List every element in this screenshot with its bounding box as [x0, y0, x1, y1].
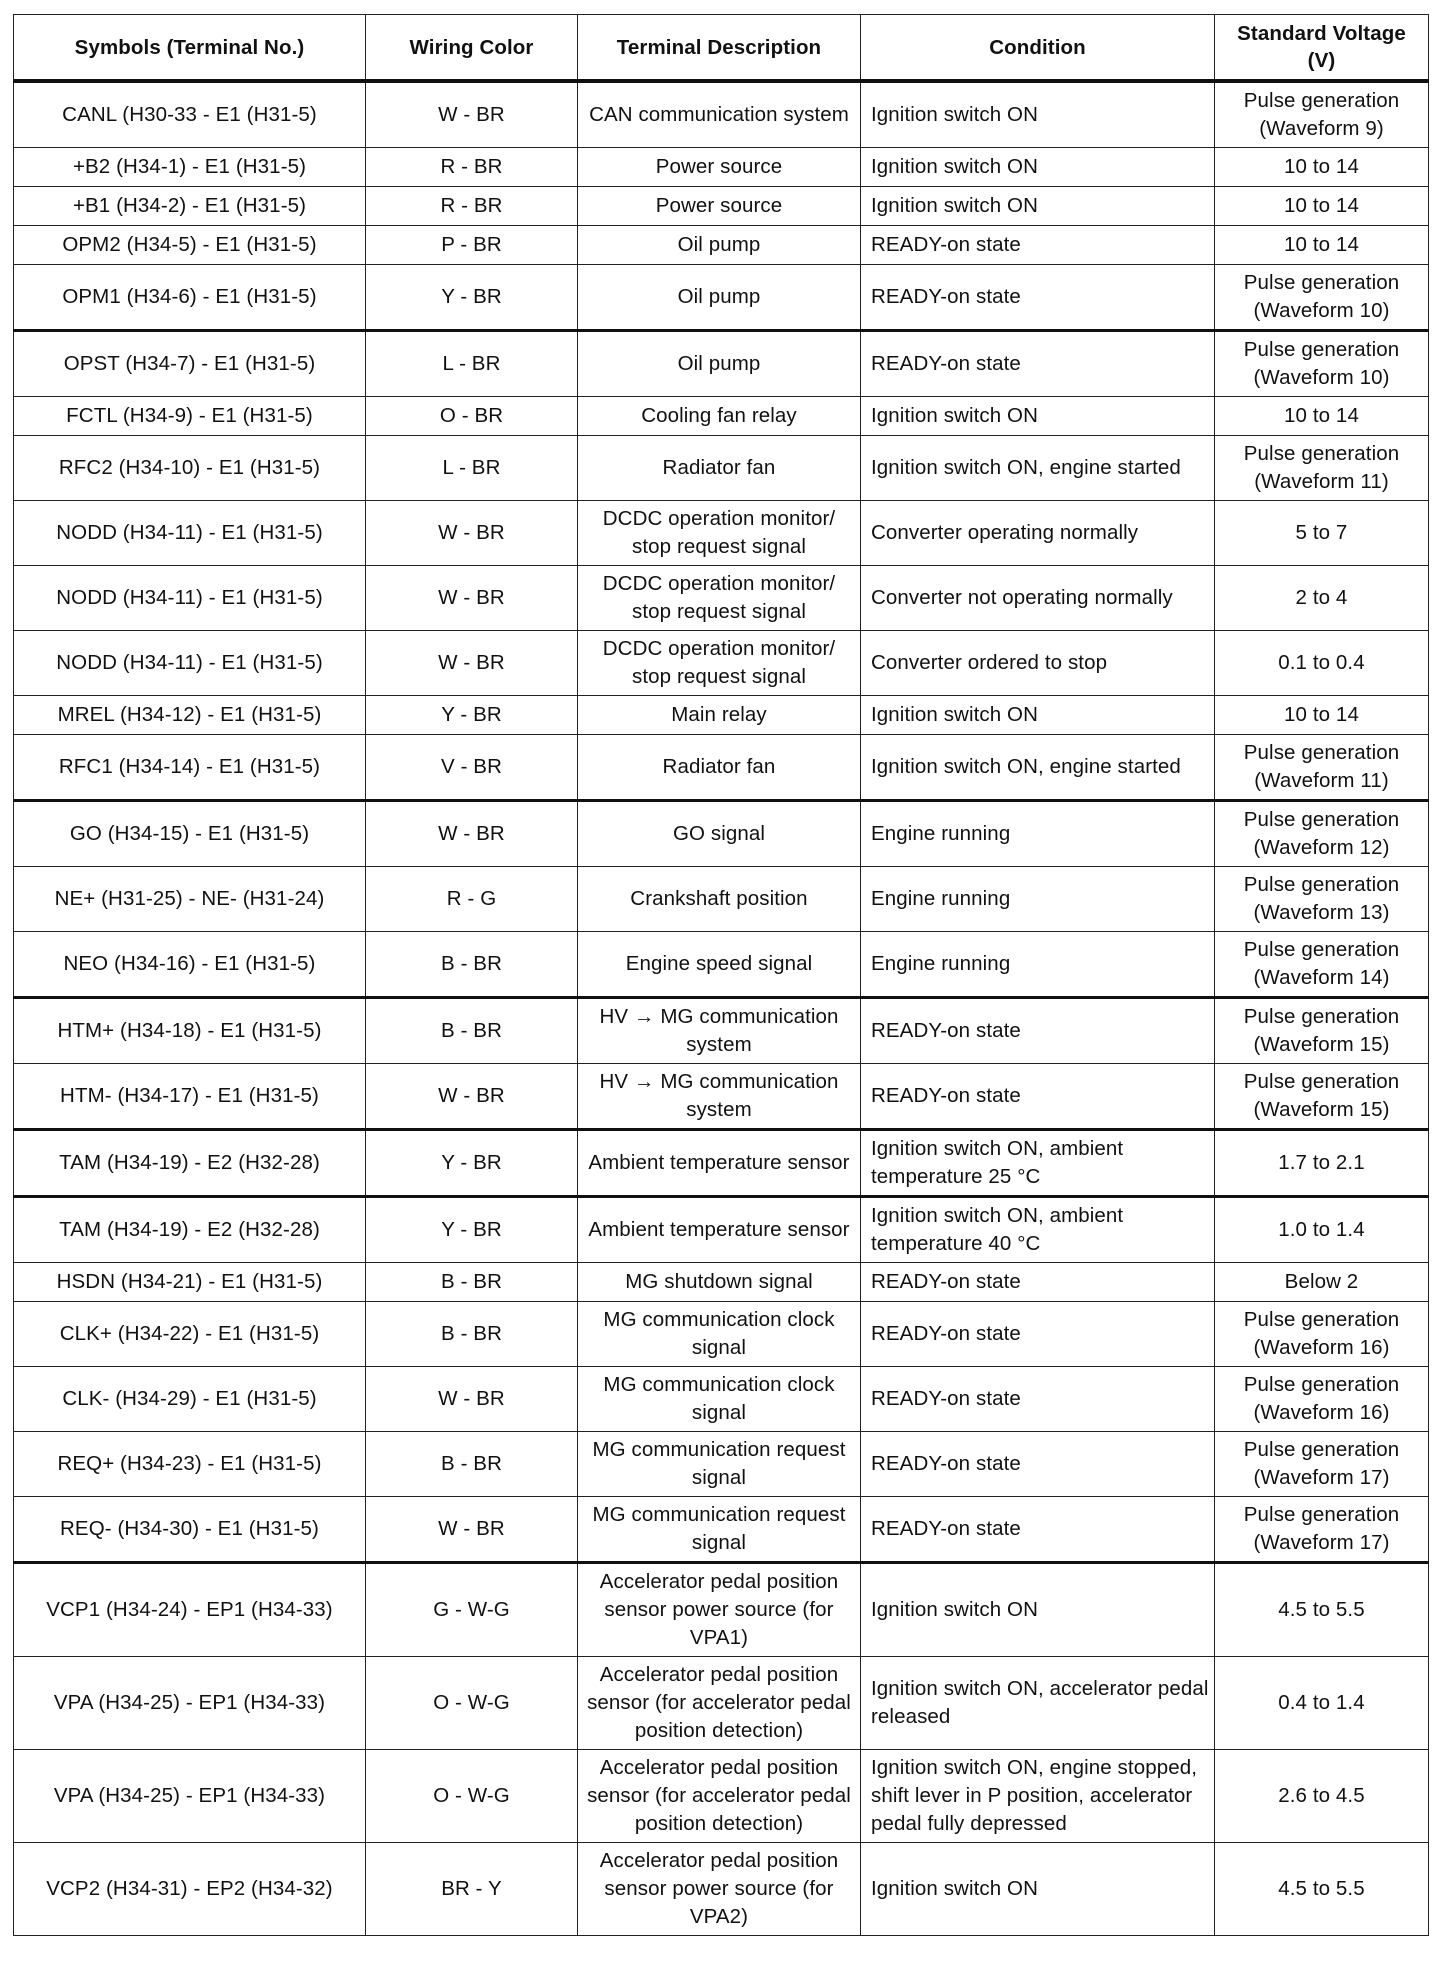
- cell-wiring-color: P - BR: [366, 226, 578, 265]
- cell-symbol: RFC2 (H34-10) - E1 (H31-5): [14, 436, 366, 501]
- cell-condition: Ignition switch ON: [861, 397, 1215, 436]
- cell-terminal-description: Ambient temperature sensor: [578, 1130, 861, 1197]
- cell-condition: Ignition switch ON: [861, 187, 1215, 226]
- table-row: [14, 226, 1429, 265]
- table-row: [14, 501, 1429, 566]
- cell-standard-voltage: Pulse generation (Waveform 17): [1215, 1432, 1429, 1497]
- table-row: [14, 1263, 1429, 1302]
- table-row: [14, 631, 1429, 696]
- cell-wiring-color: W - BR: [366, 801, 578, 867]
- cell-wiring-color: W - BR: [366, 501, 578, 566]
- table-row: [14, 81, 1429, 148]
- cell-condition: Engine running: [861, 801, 1215, 867]
- cell-wiring-color: W - BR: [366, 1367, 578, 1432]
- cell-condition: Ignition switch ON: [861, 1563, 1215, 1657]
- table-row: [14, 397, 1429, 436]
- cell-symbol: CLK+ (H34-22) - E1 (H31-5): [14, 1302, 366, 1367]
- cell-terminal-description: Crankshaft position: [578, 867, 861, 932]
- cell-standard-voltage: Pulse generation (Waveform 15): [1215, 998, 1429, 1064]
- cell-wiring-color: G - W-G: [366, 1563, 578, 1657]
- cell-wiring-color: R - BR: [366, 148, 578, 187]
- table-row: [14, 331, 1429, 397]
- cell-terminal-description: Engine speed signal: [578, 932, 861, 998]
- cell-condition: READY-on state: [861, 265, 1215, 331]
- cell-wiring-color: W - BR: [366, 1064, 578, 1130]
- cell-standard-voltage: 5 to 7: [1215, 501, 1429, 566]
- cell-wiring-color: B - BR: [366, 1432, 578, 1497]
- table-row: [14, 566, 1429, 631]
- cell-standard-voltage: Pulse generation (Waveform 15): [1215, 1064, 1429, 1130]
- header-wiring-color: Wiring Color: [366, 15, 578, 82]
- cell-wiring-color: O - BR: [366, 397, 578, 436]
- table-row: [14, 1750, 1429, 1843]
- cell-wiring-color: B - BR: [366, 1302, 578, 1367]
- cell-condition: READY-on state: [861, 998, 1215, 1064]
- cell-wiring-color: Y - BR: [366, 265, 578, 331]
- cell-terminal-description: MG communication request signal: [578, 1432, 861, 1497]
- cell-terminal-description: Radiator fan: [578, 436, 861, 501]
- table-row: [14, 801, 1429, 867]
- cell-terminal-description: Accelerator pedal position sensor power source (for VPA2): [578, 1843, 861, 1936]
- cell-wiring-color: Y - BR: [366, 1197, 578, 1263]
- cell-symbol: HTM+ (H34-18) - E1 (H31-5): [14, 998, 366, 1064]
- cell-standard-voltage: Pulse generation (Waveform 9): [1215, 81, 1429, 148]
- cell-condition: READY-on state: [861, 226, 1215, 265]
- cell-wiring-color: W - BR: [366, 1497, 578, 1563]
- table-row: [14, 998, 1429, 1064]
- table-row: [14, 1302, 1429, 1367]
- table-row: [14, 265, 1429, 331]
- cell-standard-voltage: Pulse generation (Waveform 11): [1215, 436, 1429, 501]
- cell-wiring-color: L - BR: [366, 436, 578, 501]
- cell-condition: READY-on state: [861, 1432, 1215, 1497]
- cell-standard-voltage: 10 to 14: [1215, 148, 1429, 187]
- cell-terminal-description: CAN communication system: [578, 81, 861, 148]
- cell-condition: READY-on state: [861, 1497, 1215, 1563]
- cell-wiring-color: V - BR: [366, 735, 578, 801]
- cell-terminal-description: DCDC operation monitor/ stop request signal: [578, 631, 861, 696]
- cell-symbol: FCTL (H34-9) - E1 (H31-5): [14, 397, 366, 436]
- cell-terminal-description: MG communication request signal: [578, 1497, 861, 1563]
- cell-terminal-description: Radiator fan: [578, 735, 861, 801]
- table-row: [14, 148, 1429, 187]
- cell-standard-voltage: Pulse generation (Waveform 17): [1215, 1497, 1429, 1563]
- cell-condition: Ignition switch ON: [861, 81, 1215, 148]
- cell-condition: Ignition switch ON, engine stopped, shift lever in P position, accelerator pedal fully depressed: [861, 1750, 1215, 1843]
- cell-wiring-color: O - W-G: [366, 1657, 578, 1750]
- cell-symbol: NODD (H34-11) - E1 (H31-5): [14, 501, 366, 566]
- table-row: [14, 187, 1429, 226]
- cell-standard-voltage: 10 to 14: [1215, 397, 1429, 436]
- table-row: [14, 1367, 1429, 1432]
- cell-wiring-color: Y - BR: [366, 696, 578, 735]
- cell-standard-voltage: Pulse generation (Waveform 13): [1215, 867, 1429, 932]
- table-row: [14, 1563, 1429, 1657]
- cell-terminal-description: HV → MG communication system: [578, 1064, 861, 1130]
- cell-symbol: +B1 (H34-2) - E1 (H31-5): [14, 187, 366, 226]
- cell-symbol: CLK- (H34-29) - E1 (H31-5): [14, 1367, 366, 1432]
- cell-terminal-description: Oil pump: [578, 265, 861, 331]
- cell-standard-voltage: 10 to 14: [1215, 696, 1429, 735]
- table-row: [14, 1130, 1429, 1197]
- cell-condition: Ignition switch ON, accelerator pedal released: [861, 1657, 1215, 1750]
- cell-standard-voltage: Pulse generation (Waveform 14): [1215, 932, 1429, 998]
- cell-symbol: HTM- (H34-17) - E1 (H31-5): [14, 1064, 366, 1130]
- cell-standard-voltage: 1.7 to 2.1: [1215, 1130, 1429, 1197]
- table-row: [14, 1657, 1429, 1750]
- cell-wiring-color: B - BR: [366, 1263, 578, 1302]
- cell-condition: Ignition switch ON: [861, 148, 1215, 187]
- cell-terminal-description: Cooling fan relay: [578, 397, 861, 436]
- cell-wiring-color: B - BR: [366, 932, 578, 998]
- cell-symbol: GO (H34-15) - E1 (H31-5): [14, 801, 366, 867]
- cell-symbol: VPA (H34-25) - EP1 (H34-33): [14, 1657, 366, 1750]
- cell-condition: Ignition switch ON, ambient temperature 40 °C: [861, 1197, 1215, 1263]
- cell-symbol: VCP1 (H34-24) - EP1 (H34-33): [14, 1563, 366, 1657]
- cell-terminal-description: Main relay: [578, 696, 861, 735]
- cell-symbol: TAM (H34-19) - E2 (H32-28): [14, 1197, 366, 1263]
- cell-terminal-description: Power source: [578, 187, 861, 226]
- terminal-voltage-table: [13, 14, 1429, 1936]
- header-symbols: Symbols (Terminal No.): [14, 15, 366, 82]
- cell-symbol: OPST (H34-7) - E1 (H31-5): [14, 331, 366, 397]
- cell-terminal-description: DCDC operation monitor/ stop request signal: [578, 566, 861, 631]
- terminal-voltage-table-container: [13, 14, 1428, 1936]
- table-row: [14, 436, 1429, 501]
- cell-condition: Ignition switch ON, ambient temperature 25 °C: [861, 1130, 1215, 1197]
- header-terminal-description: Terminal Description: [578, 15, 861, 82]
- cell-terminal-description: MG shutdown signal: [578, 1263, 861, 1302]
- cell-symbol: HSDN (H34-21) - E1 (H31-5): [14, 1263, 366, 1302]
- cell-condition: READY-on state: [861, 1263, 1215, 1302]
- cell-terminal-description: MG communication clock signal: [578, 1302, 861, 1367]
- cell-symbol: NODD (H34-11) - E1 (H31-5): [14, 566, 366, 631]
- header-condition: Condition: [861, 15, 1215, 82]
- cell-terminal-description: GO signal: [578, 801, 861, 867]
- table-body: [14, 81, 1429, 1936]
- cell-symbol: TAM (H34-19) - E2 (H32-28): [14, 1130, 366, 1197]
- cell-condition: Engine running: [861, 932, 1215, 998]
- cell-condition: Ignition switch ON, engine started: [861, 735, 1215, 801]
- cell-condition: READY-on state: [861, 1367, 1215, 1432]
- table-row: [14, 696, 1429, 735]
- cell-standard-voltage: Pulse generation (Waveform 16): [1215, 1302, 1429, 1367]
- table-header: [14, 15, 1429, 82]
- cell-standard-voltage: Pulse generation (Waveform 12): [1215, 801, 1429, 867]
- header-standard-voltage: Standard Voltage (V): [1215, 15, 1429, 82]
- cell-wiring-color: W - BR: [366, 566, 578, 631]
- cell-terminal-description: Power source: [578, 148, 861, 187]
- cell-terminal-description: Accelerator pedal position sensor (for accelerator pedal position detection): [578, 1750, 861, 1843]
- cell-symbol: REQ+ (H34-23) - E1 (H31-5): [14, 1432, 366, 1497]
- cell-terminal-description: DCDC operation monitor/ stop request signal: [578, 501, 861, 566]
- cell-symbol: OPM2 (H34-5) - E1 (H31-5): [14, 226, 366, 265]
- cell-symbol: CANL (H30-33 - E1 (H31-5): [14, 81, 366, 148]
- cell-standard-voltage: 4.5 to 5.5: [1215, 1563, 1429, 1657]
- cell-condition: READY-on state: [861, 1064, 1215, 1130]
- cell-standard-voltage: 2.6 to 4.5: [1215, 1750, 1429, 1843]
- cell-symbol: MREL (H34-12) - E1 (H31-5): [14, 696, 366, 735]
- table-row: [14, 867, 1429, 932]
- table-row: [14, 1497, 1429, 1563]
- cell-wiring-color: R - BR: [366, 187, 578, 226]
- table-row: [14, 735, 1429, 801]
- cell-wiring-color: W - BR: [366, 81, 578, 148]
- table-row: [14, 932, 1429, 998]
- cell-symbol: NE+ (H31-25) - NE- (H31-24): [14, 867, 366, 932]
- cell-terminal-description: Oil pump: [578, 331, 861, 397]
- cell-wiring-color: Y - BR: [366, 1130, 578, 1197]
- cell-standard-voltage: Pulse generation (Waveform 10): [1215, 265, 1429, 331]
- cell-symbol: +B2 (H34-1) - E1 (H31-5): [14, 148, 366, 187]
- cell-terminal-description: Ambient temperature sensor: [578, 1197, 861, 1263]
- cell-wiring-color: L - BR: [366, 331, 578, 397]
- cell-condition: Converter not operating normally: [861, 566, 1215, 631]
- cell-wiring-color: R - G: [366, 867, 578, 932]
- cell-standard-voltage: 0.4 to 1.4: [1215, 1657, 1429, 1750]
- cell-standard-voltage: Below 2: [1215, 1263, 1429, 1302]
- cell-condition: Engine running: [861, 867, 1215, 932]
- cell-standard-voltage: 4.5 to 5.5: [1215, 1843, 1429, 1936]
- cell-condition: Ignition switch ON: [861, 696, 1215, 735]
- cell-standard-voltage: 10 to 14: [1215, 187, 1429, 226]
- cell-symbol: NODD (H34-11) - E1 (H31-5): [14, 631, 366, 696]
- cell-standard-voltage: 10 to 14: [1215, 226, 1429, 265]
- cell-condition: READY-on state: [861, 331, 1215, 397]
- cell-symbol: VCP2 (H34-31) - EP2 (H34-32): [14, 1843, 366, 1936]
- cell-condition: Ignition switch ON, engine started: [861, 436, 1215, 501]
- cell-wiring-color: O - W-G: [366, 1750, 578, 1843]
- cell-wiring-color: BR - Y: [366, 1843, 578, 1936]
- cell-condition: Converter ordered to stop: [861, 631, 1215, 696]
- cell-terminal-description: HV → MG communication system: [578, 998, 861, 1064]
- cell-symbol: REQ- (H34-30) - E1 (H31-5): [14, 1497, 366, 1563]
- cell-terminal-description: Oil pump: [578, 226, 861, 265]
- table-row: [14, 1843, 1429, 1936]
- table-row: [14, 1197, 1429, 1263]
- cell-standard-voltage: 1.0 to 1.4: [1215, 1197, 1429, 1263]
- cell-wiring-color: B - BR: [366, 998, 578, 1064]
- cell-symbol: VPA (H34-25) - EP1 (H34-33): [14, 1750, 366, 1843]
- cell-condition: Converter operating normally: [861, 501, 1215, 566]
- cell-terminal-description: Accelerator pedal position sensor (for accelerator pedal position detection): [578, 1657, 861, 1750]
- cell-condition: Ignition switch ON: [861, 1843, 1215, 1936]
- cell-condition: READY-on state: [861, 1302, 1215, 1367]
- cell-terminal-description: Accelerator pedal position sensor power source (for VPA1): [578, 1563, 861, 1657]
- table-row: [14, 1432, 1429, 1497]
- cell-symbol: NEO (H34-16) - E1 (H31-5): [14, 932, 366, 998]
- cell-symbol: RFC1 (H34-14) - E1 (H31-5): [14, 735, 366, 801]
- table-row: [14, 1064, 1429, 1130]
- cell-standard-voltage: Pulse generation (Waveform 10): [1215, 331, 1429, 397]
- cell-standard-voltage: 2 to 4: [1215, 566, 1429, 631]
- cell-standard-voltage: Pulse generation (Waveform 16): [1215, 1367, 1429, 1432]
- cell-standard-voltage: 0.1 to 0.4: [1215, 631, 1429, 696]
- cell-terminal-description: MG communication clock signal: [578, 1367, 861, 1432]
- cell-standard-voltage: Pulse generation (Waveform 11): [1215, 735, 1429, 801]
- cell-symbol: OPM1 (H34-6) - E1 (H31-5): [14, 265, 366, 331]
- cell-wiring-color: W - BR: [366, 631, 578, 696]
